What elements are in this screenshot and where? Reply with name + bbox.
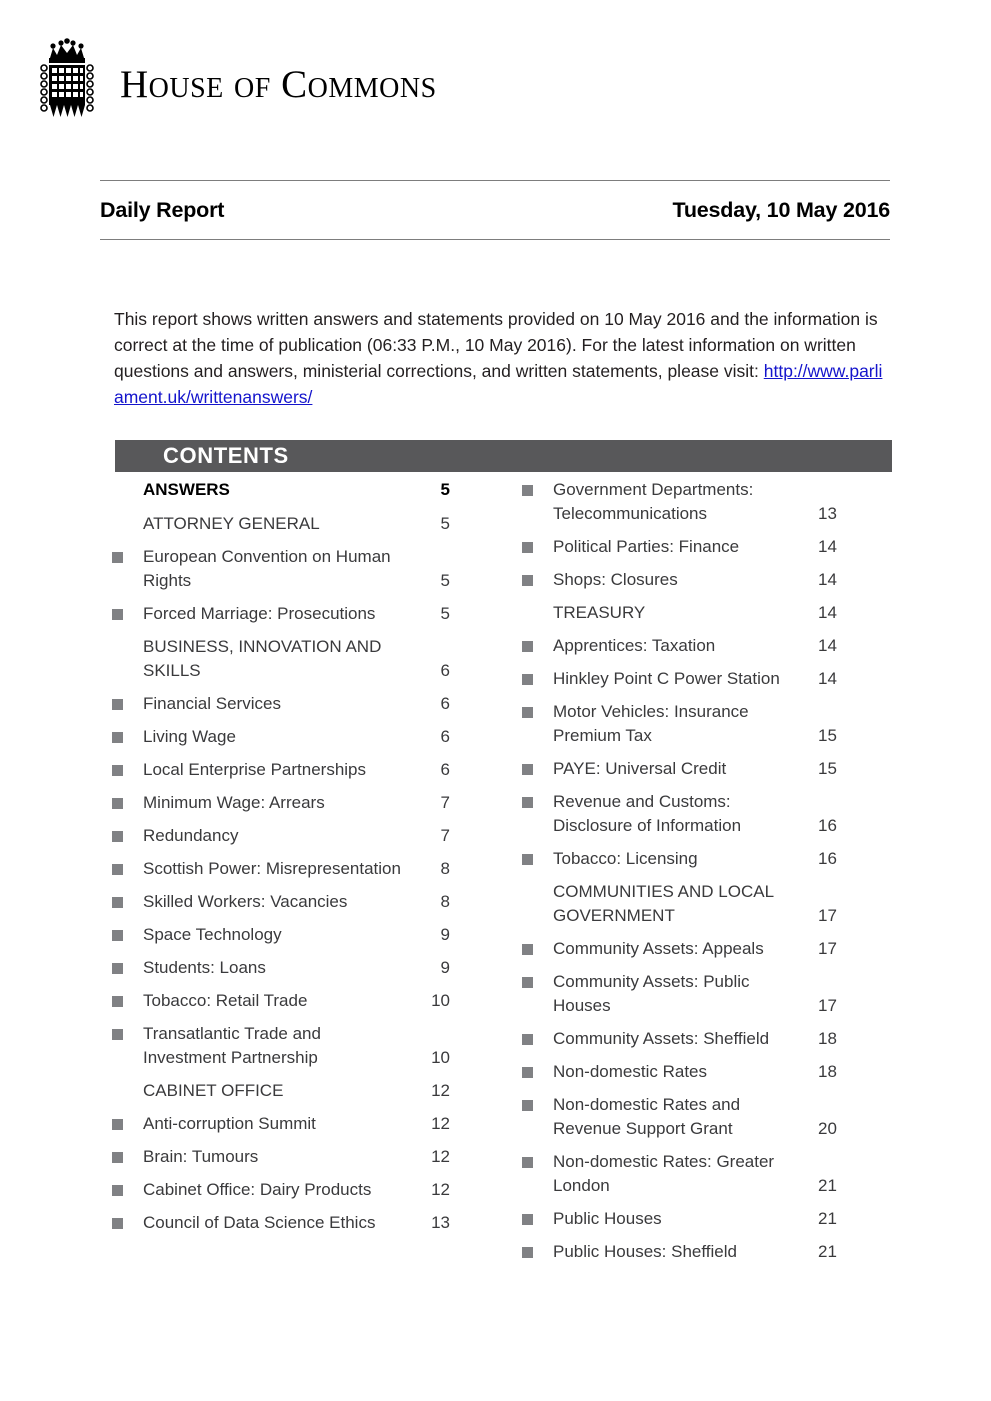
toc-bullet-cell	[112, 1112, 143, 1130]
toc-entry-label: Anti-corruption Summit	[143, 1114, 316, 1133]
toc-page-number: 8	[440, 859, 450, 878]
page-title: Daily Report	[100, 197, 225, 222]
toc-entry-row[interactable]	[522, 970, 860, 1018]
toc-entry-label: Transatlantic Trade and Investment Partnership	[143, 1024, 321, 1067]
toc-page-number: 8	[440, 892, 450, 911]
toc-bullet-cell	[112, 1079, 143, 1086]
portcullis-crown-icon	[36, 38, 98, 130]
toc-entry-row[interactable]	[522, 667, 860, 691]
square-bullet-icon	[522, 485, 533, 496]
toc-page-number: 6	[440, 760, 450, 779]
square-bullet-icon	[112, 963, 123, 974]
toc-bullet-cell	[112, 602, 143, 620]
toc-page-number: 18	[818, 1062, 837, 1081]
toc-page-number: 12	[431, 1114, 450, 1133]
toc-entry-label: Skilled Workers: Vacancies	[143, 892, 348, 911]
toc-entry-row[interactable]	[522, 1093, 860, 1141]
toc-entry-row[interactable]	[522, 700, 860, 748]
table-of-contents	[112, 478, 892, 1273]
toc-entry-label: European Convention on Human Rights	[143, 547, 391, 590]
toc-department-row[interactable]	[112, 635, 450, 683]
toc-page-number: 10	[431, 1048, 450, 1067]
toc-entry-label: Cabinet Office: Dairy Products	[143, 1180, 372, 1199]
toc-page-number: 6	[440, 694, 450, 713]
toc-bullet-cell	[522, 634, 553, 652]
toc-entry-label: Motor Vehicles: Insurance Premium Tax	[553, 702, 749, 745]
toc-page-number: 16	[818, 816, 837, 835]
toc-bullet-cell	[522, 601, 553, 608]
toc-entry-row[interactable]	[522, 847, 860, 871]
toc-entry-label: ATTORNEY GENERAL	[143, 514, 320, 533]
toc-bullet-cell	[522, 1093, 553, 1111]
toc-entry-label: Students: Loans	[143, 958, 266, 977]
toc-page-number: 12	[431, 1147, 450, 1166]
toc-page-number: 7	[440, 826, 450, 845]
square-bullet-icon	[522, 764, 533, 775]
toc-entry-label: Revenue and Customs: Disclosure of Information	[553, 792, 742, 835]
toc-bullet-cell	[522, 1060, 553, 1078]
toc-entry-row[interactable]	[522, 1150, 860, 1198]
toc-bullet-cell	[522, 1027, 553, 1045]
square-bullet-icon	[522, 977, 533, 988]
toc-bullet-cell	[522, 970, 553, 988]
toc-entry-label: Brain: Tumours	[143, 1147, 259, 1166]
square-bullet-icon	[112, 1218, 123, 1229]
toc-entry-label: Non-domestic Rates: Greater London	[553, 1152, 775, 1195]
square-bullet-icon	[522, 1100, 533, 1111]
square-bullet-icon	[522, 1247, 533, 1258]
square-bullet-icon	[112, 609, 123, 620]
toc-page-number: 6	[440, 727, 450, 746]
toc-bullet-cell	[112, 478, 143, 485]
square-bullet-icon	[522, 707, 533, 718]
toc-bullet-cell	[112, 758, 143, 776]
toc-entry-label: Government Departments: Telecommunications	[553, 480, 754, 523]
intro-text: This report shows written answers and statements provided on 10 May 2016 and the information is correct at the time of publication (06:33 P.M., 10 May 2016). For the latest information on written questions and answers, ministerial corrections, and written statements, please visit:	[114, 308, 878, 381]
toc-entry-row[interactable]	[112, 602, 450, 626]
toc-bullet-cell	[522, 478, 553, 496]
square-bullet-icon	[112, 897, 123, 908]
square-bullet-icon	[522, 1034, 533, 1045]
square-bullet-icon	[112, 1119, 123, 1130]
toc-bullet-cell	[522, 757, 553, 775]
report-title-band	[100, 180, 890, 240]
toc-page-number: 17	[818, 906, 837, 925]
toc-left-column	[112, 478, 450, 1273]
toc-entry-row[interactable]	[522, 790, 860, 838]
toc-page-number: 15	[818, 759, 837, 778]
toc-entry-label: Community Assets: Sheffield	[553, 1029, 770, 1048]
toc-entry-row[interactable]	[112, 824, 450, 848]
toc-bullet-cell	[112, 545, 143, 563]
toc-entry-label: Tobacco: Retail Trade	[143, 991, 308, 1010]
toc-entry-row[interactable]	[112, 956, 450, 980]
toc-entry-row[interactable]	[112, 1178, 450, 1202]
toc-page-number: 14	[818, 636, 837, 655]
toc-bullet-cell	[112, 1022, 143, 1040]
toc-page-number: 14	[818, 603, 837, 622]
masthead-title: HOUSE OF COMMONS	[120, 62, 437, 106]
square-bullet-icon	[112, 798, 123, 809]
toc-bullet-cell	[522, 700, 553, 718]
square-bullet-icon	[522, 797, 533, 808]
toc-page-number: 15	[818, 726, 837, 745]
toc-entry-row[interactable]	[522, 568, 860, 592]
toc-entry-label: Redundancy	[143, 826, 239, 845]
toc-entry-row[interactable]	[112, 1211, 450, 1235]
square-bullet-icon	[522, 1157, 533, 1168]
toc-entry-label: Shops: Closures	[553, 570, 678, 589]
toc-bullet-cell	[112, 635, 143, 642]
toc-bullet-cell	[112, 1211, 143, 1229]
toc-page-number: 12	[431, 1180, 450, 1199]
toc-right-column	[522, 478, 860, 1273]
toc-page-number: 17	[818, 939, 837, 958]
masthead	[36, 38, 437, 130]
toc-entry-row[interactable]	[522, 757, 860, 781]
toc-entry-label: Scottish Power: Misrepresentation	[143, 859, 401, 878]
square-bullet-icon	[112, 1185, 123, 1196]
toc-entry-row[interactable]	[522, 478, 860, 526]
toc-entry-label: Non-domestic Rates	[553, 1062, 708, 1081]
toc-entry-label: Apprentices: Taxation	[553, 636, 716, 655]
toc-entry-row[interactable]	[112, 1145, 450, 1169]
toc-bullet-cell	[112, 692, 143, 710]
contents-label: CONTENTS	[163, 443, 289, 468]
toc-entry-row[interactable]	[112, 758, 450, 782]
toc-department-row[interactable]	[112, 512, 450, 536]
toc-entry-label: Community Assets: Appeals	[553, 939, 764, 958]
toc-entry-label: Community Assets: Public Houses	[553, 972, 750, 1015]
square-bullet-icon	[522, 1067, 533, 1078]
toc-page-number: 9	[440, 958, 450, 977]
toc-entry-row[interactable]	[112, 857, 450, 881]
toc-page-number: 17	[818, 996, 837, 1015]
toc-entry-label: CABINET OFFICE	[143, 1081, 284, 1100]
square-bullet-icon	[522, 542, 533, 553]
toc-bullet-cell	[522, 847, 553, 865]
toc-entry-row[interactable]	[522, 1060, 860, 1084]
square-bullet-icon	[112, 552, 123, 563]
square-bullet-icon	[522, 944, 533, 955]
toc-bullet-cell	[522, 880, 553, 887]
toc-bullet-cell	[112, 824, 143, 842]
toc-entry-row[interactable]	[522, 1240, 860, 1264]
toc-page-number: 21	[818, 1176, 837, 1195]
toc-entry-label: Council of Data Science Ethics	[143, 1213, 376, 1232]
toc-bullet-cell	[522, 535, 553, 553]
square-bullet-icon	[112, 831, 123, 842]
toc-page-number: 5	[440, 514, 450, 533]
toc-bullet-cell	[522, 667, 553, 685]
square-bullet-icon	[522, 674, 533, 685]
toc-page-number: 21	[818, 1242, 837, 1261]
toc-bullet-cell	[522, 937, 553, 955]
toc-page-number: 14	[818, 537, 837, 556]
toc-entry-label: Financial Services	[143, 694, 281, 713]
contents-header-bar	[115, 440, 892, 472]
toc-section-answers[interactable]	[112, 478, 450, 502]
intro-paragraph	[114, 306, 886, 410]
toc-entry-label: PAYE: Universal Credit	[553, 759, 727, 778]
toc-bullet-cell	[112, 956, 143, 974]
toc-entry-label: Tobacco: Licensing	[553, 849, 698, 868]
toc-page-number: 12	[431, 1081, 450, 1100]
toc-bullet-cell	[112, 890, 143, 908]
written-answers-link[interactable]: http://www.parliament.uk/writtenanswers/	[114, 360, 883, 407]
toc-bullet-cell	[112, 791, 143, 809]
toc-department-row[interactable]	[112, 1079, 450, 1103]
toc-page-number: 16	[818, 849, 837, 868]
toc-bullet-cell	[522, 1207, 553, 1225]
report-date: Tuesday, 10 May 2016	[672, 197, 890, 222]
toc-bullet-cell	[112, 1145, 143, 1163]
square-bullet-icon	[112, 1152, 123, 1163]
toc-entry-label: TREASURY	[553, 603, 646, 622]
square-bullet-icon	[522, 641, 533, 652]
toc-entry-row[interactable]	[522, 535, 860, 559]
toc-entry-label: Hinkley Point C Power Station	[553, 669, 780, 688]
toc-bullet-cell	[522, 1150, 553, 1168]
toc-entry-label: Non-domestic Rates and Revenue Support Grant	[553, 1095, 741, 1138]
toc-entry-row[interactable]	[112, 1112, 450, 1136]
toc-department-row[interactable]	[522, 880, 860, 928]
square-bullet-icon	[112, 732, 123, 743]
toc-bullet-cell	[112, 1178, 143, 1196]
toc-page-number: 20	[818, 1119, 837, 1138]
toc-entry-row[interactable]	[112, 989, 450, 1013]
toc-entry-label: Local Enterprise Partnerships	[143, 760, 367, 779]
square-bullet-icon	[112, 996, 123, 1007]
toc-page-number: 6	[440, 661, 450, 680]
toc-bullet-cell	[522, 1240, 553, 1258]
square-bullet-icon	[112, 864, 123, 875]
toc-page-number: 9	[440, 925, 450, 944]
toc-page-number: 5	[440, 571, 450, 590]
toc-entry-label: COMMUNITIES AND LOCAL GOVERNMENT	[553, 882, 774, 925]
toc-bullet-cell	[112, 725, 143, 743]
toc-bullet-cell	[522, 790, 553, 808]
square-bullet-icon	[112, 765, 123, 776]
toc-page-number: 5	[440, 604, 450, 623]
toc-page-number: 7	[440, 793, 450, 812]
toc-entry-label: Minimum Wage: Arrears	[143, 793, 325, 812]
toc-page-number: 21	[818, 1209, 837, 1228]
toc-bullet-cell	[112, 989, 143, 1007]
square-bullet-icon	[522, 1214, 533, 1225]
toc-department-row[interactable]	[522, 601, 860, 625]
toc-entry-label: Public Houses	[553, 1209, 662, 1228]
square-bullet-icon	[522, 575, 533, 586]
toc-entry-row[interactable]	[522, 1027, 860, 1051]
toc-entry-label: Space Technology	[143, 925, 282, 944]
toc-page-number: 18	[818, 1029, 837, 1048]
toc-entry-label: Political Parties: Finance	[553, 537, 740, 556]
toc-bullet-cell	[112, 857, 143, 875]
toc-entry-row[interactable]	[112, 1022, 450, 1070]
square-bullet-icon	[112, 930, 123, 941]
toc-entry-row[interactable]	[112, 890, 450, 914]
toc-entry-label: Living Wage	[143, 727, 236, 746]
toc-entry-row[interactable]	[112, 923, 450, 947]
square-bullet-icon	[522, 854, 533, 865]
toc-page-number: 14	[818, 669, 837, 688]
toc-bullet-cell	[112, 923, 143, 941]
toc-bullet-cell	[522, 568, 553, 586]
toc-entry-label: Forced Marriage: Prosecutions	[143, 604, 376, 623]
toc-entry-row[interactable]	[522, 937, 860, 961]
toc-entry-row[interactable]	[112, 725, 450, 749]
toc-entry-label: ANSWERS	[143, 480, 230, 499]
toc-entry-row[interactable]	[522, 634, 860, 658]
toc-entry-row[interactable]	[112, 692, 450, 716]
toc-entry-label: BUSINESS, INNOVATION AND SKILLS	[143, 637, 382, 680]
toc-page-number: 10	[431, 991, 450, 1010]
square-bullet-icon	[112, 699, 123, 710]
toc-page-number: 13	[818, 504, 837, 523]
square-bullet-icon	[112, 1029, 123, 1040]
toc-entry-row[interactable]	[522, 1207, 860, 1231]
toc-entry-row[interactable]	[112, 545, 450, 593]
toc-page-number: 5	[440, 480, 450, 499]
toc-page-number: 13	[431, 1213, 450, 1232]
toc-entry-label: Public Houses: Sheffield	[553, 1242, 737, 1261]
toc-page-number: 14	[818, 570, 837, 589]
toc-entry-row[interactable]	[112, 791, 450, 815]
toc-bullet-cell	[112, 512, 143, 519]
